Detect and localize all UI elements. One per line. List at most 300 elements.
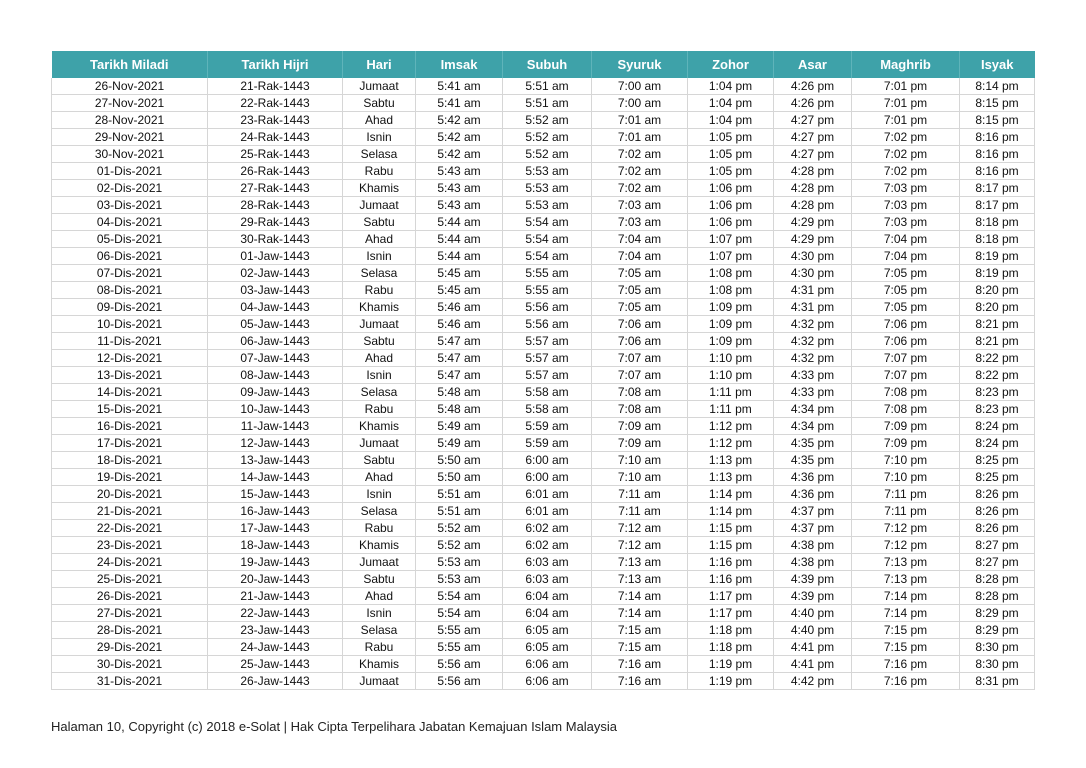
table-row xyxy=(52,639,1035,656)
table-cell: 7:05 am xyxy=(592,265,688,282)
table-cell: 12-Jaw-1443 xyxy=(208,435,343,452)
table-cell: 7:15 pm xyxy=(852,622,960,639)
table-cell: Jumaat xyxy=(343,435,416,452)
table-cell: 7:02 pm xyxy=(852,163,960,180)
table-cell: 1:05 pm xyxy=(688,163,774,180)
table-cell: 5:53 am xyxy=(503,180,592,197)
table-cell: 6:06 am xyxy=(503,673,592,690)
prayer-times-table-wrapper xyxy=(51,51,1034,690)
table-cell: 1:05 pm xyxy=(688,129,774,146)
table-cell: Rabu xyxy=(343,639,416,656)
table-cell: Isnin xyxy=(343,486,416,503)
table-cell: 7:05 am xyxy=(592,299,688,316)
table-cell: 5:57 am xyxy=(503,350,592,367)
table-cell: 4:39 pm xyxy=(774,588,852,605)
table-row xyxy=(52,571,1035,588)
table-cell: 6:05 am xyxy=(503,639,592,656)
table-cell: Ahad xyxy=(343,588,416,605)
table-cell: 7:06 am xyxy=(592,316,688,333)
table-cell: 1:06 pm xyxy=(688,180,774,197)
table-row xyxy=(52,452,1035,469)
table-cell: 1:08 pm xyxy=(688,265,774,282)
table-cell: 7:09 pm xyxy=(852,435,960,452)
table-cell: 09-Jaw-1443 xyxy=(208,384,343,401)
table-cell: 7:11 am xyxy=(592,486,688,503)
table-cell: 7:15 am xyxy=(592,639,688,656)
table-cell: 29-Dis-2021 xyxy=(52,639,208,656)
table-cell: 7:10 am xyxy=(592,452,688,469)
table-cell: 5:54 am xyxy=(503,248,592,265)
table-row xyxy=(52,367,1035,384)
table-cell: 1:09 pm xyxy=(688,333,774,350)
table-cell: 5:44 am xyxy=(416,214,503,231)
table-cell: 4:27 pm xyxy=(774,129,852,146)
table-cell: 1:15 pm xyxy=(688,537,774,554)
table-cell: 7:00 am xyxy=(592,95,688,112)
table-cell: 7:00 am xyxy=(592,78,688,95)
table-cell: Khamis xyxy=(343,180,416,197)
table-cell: 8:21 pm xyxy=(960,316,1035,333)
table-row xyxy=(52,163,1035,180)
table-cell: 5:46 am xyxy=(416,299,503,316)
table-cell: 17-Dis-2021 xyxy=(52,435,208,452)
table-cell: 14-Jaw-1443 xyxy=(208,469,343,486)
table-cell: 8:24 pm xyxy=(960,418,1035,435)
table-row xyxy=(52,622,1035,639)
table-cell: 8:26 pm xyxy=(960,520,1035,537)
table-cell: 12-Dis-2021 xyxy=(52,350,208,367)
table-cell: 7:03 pm xyxy=(852,197,960,214)
table-cell: 5:55 am xyxy=(503,282,592,299)
table-cell: 26-Jaw-1443 xyxy=(208,673,343,690)
table-cell: 1:04 pm xyxy=(688,112,774,129)
table-cell: Rabu xyxy=(343,520,416,537)
table-cell: 06-Dis-2021 xyxy=(52,248,208,265)
table-cell: 6:00 am xyxy=(503,469,592,486)
table-cell: Selasa xyxy=(343,146,416,163)
table-cell: Selasa xyxy=(343,384,416,401)
table-cell: 10-Dis-2021 xyxy=(52,316,208,333)
table-cell: 5:52 am xyxy=(416,537,503,554)
prayer-times-table xyxy=(51,51,1035,690)
table-cell: 1:07 pm xyxy=(688,248,774,265)
table-cell: 7:05 pm xyxy=(852,299,960,316)
table-cell: 22-Jaw-1443 xyxy=(208,605,343,622)
table-cell: 7:14 am xyxy=(592,605,688,622)
table-cell: Ahad xyxy=(343,112,416,129)
table-cell: Rabu xyxy=(343,401,416,418)
table-cell: 4:40 pm xyxy=(774,605,852,622)
table-cell: 1:06 pm xyxy=(688,197,774,214)
table-cell: 03-Dis-2021 xyxy=(52,197,208,214)
table-row xyxy=(52,401,1035,418)
table-cell: 7:01 pm xyxy=(852,112,960,129)
table-cell: 7:06 pm xyxy=(852,333,960,350)
table-cell: 4:40 pm xyxy=(774,622,852,639)
table-cell: 25-Dis-2021 xyxy=(52,571,208,588)
table-cell: 7:01 pm xyxy=(852,95,960,112)
table-cell: 30-Dis-2021 xyxy=(52,656,208,673)
table-cell: 7:07 pm xyxy=(852,350,960,367)
table-cell: 6:05 am xyxy=(503,622,592,639)
table-cell: 4:37 pm xyxy=(774,503,852,520)
table-cell: 5:56 am xyxy=(503,299,592,316)
table-cell: 4:38 pm xyxy=(774,537,852,554)
table-row xyxy=(52,197,1035,214)
table-cell: 5:57 am xyxy=(503,333,592,350)
table-cell: 01-Dis-2021 xyxy=(52,163,208,180)
table-cell: 1:09 pm xyxy=(688,316,774,333)
table-cell: 5:48 am xyxy=(416,384,503,401)
table-cell: 7:03 pm xyxy=(852,180,960,197)
table-cell: 18-Dis-2021 xyxy=(52,452,208,469)
table-cell: 7:04 am xyxy=(592,231,688,248)
table-cell: 07-Dis-2021 xyxy=(52,265,208,282)
table-cell: 7:09 pm xyxy=(852,418,960,435)
table-cell: 28-Rak-1443 xyxy=(208,197,343,214)
table-cell: 5:51 am xyxy=(503,78,592,95)
table-cell: 11-Jaw-1443 xyxy=(208,418,343,435)
table-cell: Jumaat xyxy=(343,78,416,95)
table-row xyxy=(52,605,1035,622)
table-cell: 7:13 pm xyxy=(852,554,960,571)
table-cell: 5:49 am xyxy=(416,418,503,435)
table-cell: 4:27 pm xyxy=(774,112,852,129)
table-cell: 5:44 am xyxy=(416,231,503,248)
table-cell: 1:17 pm xyxy=(688,588,774,605)
table-cell: 7:10 pm xyxy=(852,469,960,486)
table-cell: 05-Dis-2021 xyxy=(52,231,208,248)
table-cell: 7:10 am xyxy=(592,469,688,486)
table-cell: 8:31 pm xyxy=(960,673,1035,690)
table-header xyxy=(52,51,1035,78)
table-row xyxy=(52,95,1035,112)
table-cell: 6:01 am xyxy=(503,486,592,503)
table-cell: 7:16 pm xyxy=(852,673,960,690)
table-cell: Khamis xyxy=(343,418,416,435)
table-cell: 8:18 pm xyxy=(960,231,1035,248)
table-cell: 7:02 am xyxy=(592,163,688,180)
table-cell: 5:45 am xyxy=(416,265,503,282)
table-cell: 8:19 pm xyxy=(960,248,1035,265)
table-cell: 4:41 pm xyxy=(774,656,852,673)
table-cell: Selasa xyxy=(343,265,416,282)
column-header: Syuruk xyxy=(592,51,688,78)
table-cell: 7:14 pm xyxy=(852,605,960,622)
table-cell: 08-Jaw-1443 xyxy=(208,367,343,384)
table-cell: 7:02 pm xyxy=(852,129,960,146)
column-header: Subuh xyxy=(503,51,592,78)
table-cell: 01-Jaw-1443 xyxy=(208,248,343,265)
table-cell: 8:20 pm xyxy=(960,299,1035,316)
table-cell: 07-Jaw-1443 xyxy=(208,350,343,367)
table-cell: 1:17 pm xyxy=(688,605,774,622)
table-cell: 5:52 am xyxy=(503,146,592,163)
table-row xyxy=(52,299,1035,316)
table-cell: 7:16 pm xyxy=(852,656,960,673)
header-row xyxy=(52,51,1035,78)
table-cell: 7:04 pm xyxy=(852,231,960,248)
table-row xyxy=(52,554,1035,571)
column-header: Tarikh Miladi xyxy=(52,51,208,78)
table-cell: 8:23 pm xyxy=(960,401,1035,418)
table-cell: 09-Dis-2021 xyxy=(52,299,208,316)
table-cell: 7:01 pm xyxy=(852,78,960,95)
table-cell: Sabtu xyxy=(343,571,416,588)
table-cell: 17-Jaw-1443 xyxy=(208,520,343,537)
table-cell: 7:08 am xyxy=(592,384,688,401)
table-cell: 03-Jaw-1443 xyxy=(208,282,343,299)
table-cell: Sabtu xyxy=(343,452,416,469)
table-cell: 4:41 pm xyxy=(774,639,852,656)
table-row xyxy=(52,265,1035,282)
table-cell: 8:26 pm xyxy=(960,503,1035,520)
table-cell: Sabtu xyxy=(343,214,416,231)
table-cell: 4:35 pm xyxy=(774,435,852,452)
table-row xyxy=(52,656,1035,673)
table-cell: 8:26 pm xyxy=(960,486,1035,503)
table-cell: 1:18 pm xyxy=(688,622,774,639)
table-cell: 4:33 pm xyxy=(774,367,852,384)
table-row xyxy=(52,673,1035,690)
table-cell: 8:25 pm xyxy=(960,452,1035,469)
table-cell: 5:53 am xyxy=(503,197,592,214)
column-header: Hari xyxy=(343,51,416,78)
table-cell: 5:48 am xyxy=(416,401,503,418)
table-cell: 7:13 pm xyxy=(852,571,960,588)
table-cell: 4:28 pm xyxy=(774,197,852,214)
table-cell: 19-Jaw-1443 xyxy=(208,554,343,571)
table-row xyxy=(52,316,1035,333)
table-cell: 25-Rak-1443 xyxy=(208,146,343,163)
table-cell: 5:57 am xyxy=(503,367,592,384)
table-cell: 8:30 pm xyxy=(960,656,1035,673)
table-cell: 4:29 pm xyxy=(774,231,852,248)
table-cell: 5:51 am xyxy=(416,503,503,520)
table-cell: 5:50 am xyxy=(416,469,503,486)
table-cell: 6:02 am xyxy=(503,537,592,554)
table-cell: 7:11 am xyxy=(592,503,688,520)
table-cell: Jumaat xyxy=(343,197,416,214)
table-cell: 5:55 am xyxy=(503,265,592,282)
table-cell: 4:37 pm xyxy=(774,520,852,537)
table-cell: Isnin xyxy=(343,367,416,384)
table-cell: 5:49 am xyxy=(416,435,503,452)
table-cell: 1:13 pm xyxy=(688,452,774,469)
table-cell: 1:16 pm xyxy=(688,554,774,571)
table-cell: 7:16 am xyxy=(592,673,688,690)
table-row xyxy=(52,503,1035,520)
table-cell: 7:01 am xyxy=(592,129,688,146)
table-cell: 5:59 am xyxy=(503,418,592,435)
table-row xyxy=(52,333,1035,350)
table-cell: 5:42 am xyxy=(416,129,503,146)
table-cell: 1:04 pm xyxy=(688,95,774,112)
table-cell: 7:02 pm xyxy=(852,146,960,163)
table-cell: 8:16 pm xyxy=(960,146,1035,163)
table-cell: 7:03 pm xyxy=(852,214,960,231)
table-cell: 29-Nov-2021 xyxy=(52,129,208,146)
table-cell: 6:03 am xyxy=(503,571,592,588)
table-cell: Isnin xyxy=(343,129,416,146)
table-cell: 8:27 pm xyxy=(960,537,1035,554)
table-cell: 5:52 am xyxy=(416,520,503,537)
table-cell: 16-Dis-2021 xyxy=(52,418,208,435)
table-cell: 4:30 pm xyxy=(774,248,852,265)
table-cell: 7:11 pm xyxy=(852,486,960,503)
table-cell: 8:19 pm xyxy=(960,265,1035,282)
table-cell: 21-Rak-1443 xyxy=(208,78,343,95)
table-cell: Jumaat xyxy=(343,554,416,571)
table-cell: 1:14 pm xyxy=(688,486,774,503)
table-cell: 1:08 pm xyxy=(688,282,774,299)
table-row xyxy=(52,129,1035,146)
table-cell: 7:12 am xyxy=(592,520,688,537)
table-cell: 5:43 am xyxy=(416,163,503,180)
table-cell: 7:08 am xyxy=(592,401,688,418)
table-cell: 5:56 am xyxy=(503,316,592,333)
table-cell: 7:12 pm xyxy=(852,537,960,554)
table-cell: 4:36 pm xyxy=(774,486,852,503)
table-cell: 5:41 am xyxy=(416,78,503,95)
table-cell: 08-Dis-2021 xyxy=(52,282,208,299)
table-cell: 5:46 am xyxy=(416,316,503,333)
table-cell: 4:36 pm xyxy=(774,469,852,486)
table-cell: 5:42 am xyxy=(416,112,503,129)
table-row xyxy=(52,231,1035,248)
table-cell: Khamis xyxy=(343,537,416,554)
table-cell: 5:53 am xyxy=(416,554,503,571)
table-cell: 1:15 pm xyxy=(688,520,774,537)
table-cell: 4:35 pm xyxy=(774,452,852,469)
table-cell: 4:31 pm xyxy=(774,282,852,299)
table-cell: 25-Jaw-1443 xyxy=(208,656,343,673)
table-cell: 4:42 pm xyxy=(774,673,852,690)
table-cell: 8:16 pm xyxy=(960,163,1035,180)
table-cell: 30-Nov-2021 xyxy=(52,146,208,163)
table-cell: 7:12 am xyxy=(592,537,688,554)
table-cell: 7:15 pm xyxy=(852,639,960,656)
table-row xyxy=(52,588,1035,605)
table-cell: 23-Dis-2021 xyxy=(52,537,208,554)
table-cell: Khamis xyxy=(343,299,416,316)
table-cell: 7:05 pm xyxy=(852,265,960,282)
table-cell: 7:03 am xyxy=(592,197,688,214)
table-cell: 29-Rak-1443 xyxy=(208,214,343,231)
column-header: Imsak xyxy=(416,51,503,78)
table-cell: 7:02 am xyxy=(592,146,688,163)
column-header: Isyak xyxy=(960,51,1035,78)
table-cell: 8:22 pm xyxy=(960,350,1035,367)
table-row xyxy=(52,146,1035,163)
table-cell: 1:04 pm xyxy=(688,78,774,95)
table-cell: 26-Dis-2021 xyxy=(52,588,208,605)
table-cell: 22-Rak-1443 xyxy=(208,95,343,112)
table-row xyxy=(52,214,1035,231)
table-cell: 4:34 pm xyxy=(774,401,852,418)
table-cell: 30-Rak-1443 xyxy=(208,231,343,248)
table-cell: 7:07 am xyxy=(592,350,688,367)
table-cell: 7:16 am xyxy=(592,656,688,673)
table-cell: 8:25 pm xyxy=(960,469,1035,486)
table-cell: 8:24 pm xyxy=(960,435,1035,452)
table-cell: 5:54 am xyxy=(416,588,503,605)
table-cell: 8:17 pm xyxy=(960,197,1035,214)
table-body xyxy=(52,78,1035,690)
table-cell: Khamis xyxy=(343,656,416,673)
table-cell: 20-Dis-2021 xyxy=(52,486,208,503)
table-cell: 18-Jaw-1443 xyxy=(208,537,343,554)
table-cell: 4:30 pm xyxy=(774,265,852,282)
table-cell: Selasa xyxy=(343,503,416,520)
table-cell: 6:00 am xyxy=(503,452,592,469)
table-cell: 27-Rak-1443 xyxy=(208,180,343,197)
table-cell: Ahad xyxy=(343,350,416,367)
table-row xyxy=(52,384,1035,401)
table-cell: 7:12 pm xyxy=(852,520,960,537)
table-row xyxy=(52,469,1035,486)
table-cell: 8:15 pm xyxy=(960,95,1035,112)
table-cell: 4:26 pm xyxy=(774,78,852,95)
table-cell: 13-Dis-2021 xyxy=(52,367,208,384)
table-cell: 02-Dis-2021 xyxy=(52,180,208,197)
table-cell: 27-Dis-2021 xyxy=(52,605,208,622)
table-cell: 5:58 am xyxy=(503,384,592,401)
table-cell: Selasa xyxy=(343,622,416,639)
table-cell: 6:02 am xyxy=(503,520,592,537)
table-cell: 5:45 am xyxy=(416,282,503,299)
table-cell: 4:33 pm xyxy=(774,384,852,401)
table-row xyxy=(52,486,1035,503)
table-cell: 26-Rak-1443 xyxy=(208,163,343,180)
table-cell: 14-Dis-2021 xyxy=(52,384,208,401)
table-cell: 5:56 am xyxy=(416,673,503,690)
table-cell: 4:39 pm xyxy=(774,571,852,588)
table-cell: 5:41 am xyxy=(416,95,503,112)
table-cell: 7:11 pm xyxy=(852,503,960,520)
table-cell: Ahad xyxy=(343,469,416,486)
table-cell: 7:14 pm xyxy=(852,588,960,605)
table-cell: Sabtu xyxy=(343,333,416,350)
table-cell: 8:28 pm xyxy=(960,588,1035,605)
table-cell: 6:01 am xyxy=(503,503,592,520)
table-cell: 05-Jaw-1443 xyxy=(208,316,343,333)
table-cell: 5:47 am xyxy=(416,333,503,350)
table-cell: 5:52 am xyxy=(503,129,592,146)
table-cell: 24-Rak-1443 xyxy=(208,129,343,146)
table-cell: 5:47 am xyxy=(416,350,503,367)
table-cell: 1:09 pm xyxy=(688,299,774,316)
table-cell: 7:06 pm xyxy=(852,316,960,333)
table-cell: 23-Rak-1443 xyxy=(208,112,343,129)
table-cell: 26-Nov-2021 xyxy=(52,78,208,95)
table-cell: 1:12 pm xyxy=(688,418,774,435)
table-row xyxy=(52,520,1035,537)
table-cell: 10-Jaw-1443 xyxy=(208,401,343,418)
table-cell: 7:08 pm xyxy=(852,401,960,418)
table-cell: 8:29 pm xyxy=(960,622,1035,639)
table-cell: 5:42 am xyxy=(416,146,503,163)
table-cell: 16-Jaw-1443 xyxy=(208,503,343,520)
table-cell: Jumaat xyxy=(343,673,416,690)
table-cell: 4:32 pm xyxy=(774,350,852,367)
table-row xyxy=(52,112,1035,129)
table-row xyxy=(52,180,1035,197)
table-cell: 02-Jaw-1443 xyxy=(208,265,343,282)
table-cell: 21-Jaw-1443 xyxy=(208,588,343,605)
column-header: Maghrib xyxy=(852,51,960,78)
table-cell: 5:50 am xyxy=(416,452,503,469)
